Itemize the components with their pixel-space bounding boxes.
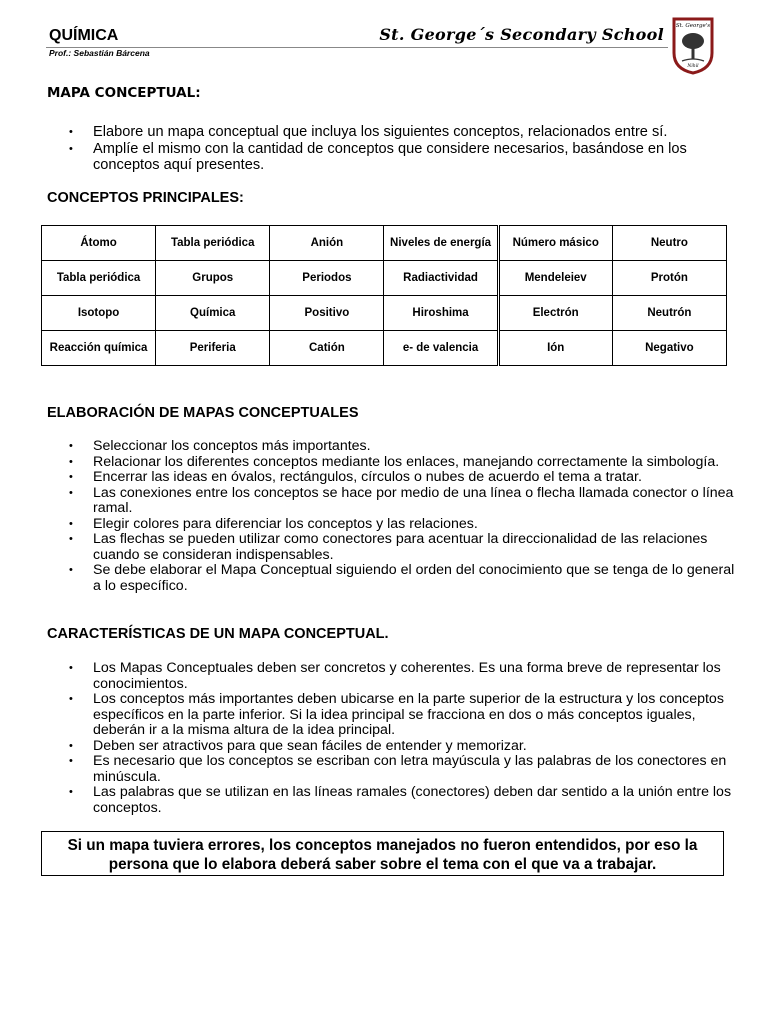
table-row: [42, 261, 727, 296]
table-row: [42, 296, 727, 331]
list-item: • Encerrar las ideas en óvalos, rectángulos, círculos o nubes de acuerdo el tema a tratar.: [47, 470, 737, 486]
table-row: [42, 331, 727, 366]
characteristics-list: [47, 661, 737, 816]
list-item: • Las palabras que se utilizan en las líneas ramales (conectores) deben dar sentido a la unión entre los conceptos.: [47, 785, 737, 816]
list-item: • Los conceptos más importantes deben ubicarse en la parte superior de la estructura y los conceptos específicos en la parte inferior. Si la idea principal se fracciona en dos o más conceptos iguales, deberán ir a la misma altura de la idea principal.: [47, 692, 737, 739]
table-cell: Hiroshima: [384, 296, 498, 331]
concepts-table: [41, 225, 727, 366]
section-heading-conceptos: CONCEPTOS PRINCIPALES:: [47, 190, 244, 206]
table-cell: Reacción química: [42, 331, 156, 366]
list-item: • Elegir colores para diferenciar los conceptos y las relaciones.: [47, 517, 737, 533]
table-cell: Neutrón: [612, 296, 726, 331]
subject-title: QUÍMICA: [49, 27, 119, 44]
crest-text: St. George's: [675, 23, 711, 29]
table-cell: Tabla periódica: [156, 226, 270, 261]
crest-motto: Nihil: [687, 64, 699, 69]
table-cell: Niveles de energía: [384, 226, 498, 261]
table-cell: Tabla periódica: [42, 261, 156, 296]
list-item: • Amplíe el mismo con la cantidad de conceptos que considere necesarios, basándose en los conceptos aquí presentes.: [47, 141, 727, 174]
section-heading-mapa: MAPA CONCEPTUAL:: [47, 85, 201, 101]
table-cell: Catión: [270, 331, 384, 366]
list-item: • Relacionar los diferentes conceptos mediante los enlaces, manejando correctamente la simbología.: [47, 455, 737, 471]
school-name: St. George´s Secondary School: [379, 25, 664, 44]
list-item: • Se debe elaborar el Mapa Conceptual siguiendo el orden del conocimiento que se tenga de lo general a lo específico.: [47, 563, 737, 594]
table-row: [42, 226, 727, 261]
table-cell: Grupos: [156, 261, 270, 296]
elaboration-list: [47, 439, 737, 594]
table-cell: Radiactividad: [384, 261, 498, 296]
list-item: • Las conexiones entre los conceptos se hace por medio de una línea o flecha llamada conector o línea ramal.: [47, 486, 737, 517]
instructions-list: [47, 124, 727, 174]
table-cell: Protón: [612, 261, 726, 296]
table-cell: Anión: [270, 226, 384, 261]
table-cell: Periferia: [156, 331, 270, 366]
table-cell: Positivo: [270, 296, 384, 331]
table-cell: Negativo: [612, 331, 726, 366]
table-cell: Isotopo: [42, 296, 156, 331]
list-item: • Deben ser atractivos para que sean fáciles de entender y memorizar.: [47, 739, 737, 755]
section-heading-elaboracion: ELABORACIÓN DE MAPAS CONCEPTUALES: [47, 405, 359, 421]
professor-name: Prof.: Sebastián Bárcena: [49, 48, 150, 58]
table-cell: Átomo: [42, 226, 156, 261]
list-item: • Elabore un mapa conceptual que incluya los siguientes conceptos, relacionados entre sí.: [47, 124, 727, 141]
table-cell: Neutro: [612, 226, 726, 261]
section-heading-caracteristicas: CARACTERÍSTICAS DE UN MAPA CONCEPTUAL.: [47, 626, 389, 642]
school-crest-logo: [672, 17, 714, 75]
table-cell: Número másico: [498, 226, 612, 261]
list-item: • Las flechas se pueden utilizar como conectores para acentuar la direccionalidad de las relaciones cuando se consideran indispensables.: [47, 532, 737, 563]
table-cell: Mendeleiev: [498, 261, 612, 296]
table-cell: Periodos: [270, 261, 384, 296]
list-item: • Los Mapas Conceptuales deben ser concretos y coherentes. Es una forma breve de representar los conocimientos.: [47, 661, 737, 692]
table-cell: Ión: [498, 331, 612, 366]
table-cell: Electrón: [498, 296, 612, 331]
list-item: • Seleccionar los conceptos más importantes.: [47, 439, 737, 455]
highlight-note-box: Si un mapa tuviera errores, los conceptos manejados no fueron entendidos, por eso la persona que lo elabora deberá saber sobre el tema con el que va a trabajar.: [41, 831, 724, 876]
table-cell: e- de valencia: [384, 331, 498, 366]
list-item: • Es necesario que los conceptos se escriban con letra mayúscula y las palabras de los conectores en minúscula.: [47, 754, 737, 785]
table-cell: Química: [156, 296, 270, 331]
